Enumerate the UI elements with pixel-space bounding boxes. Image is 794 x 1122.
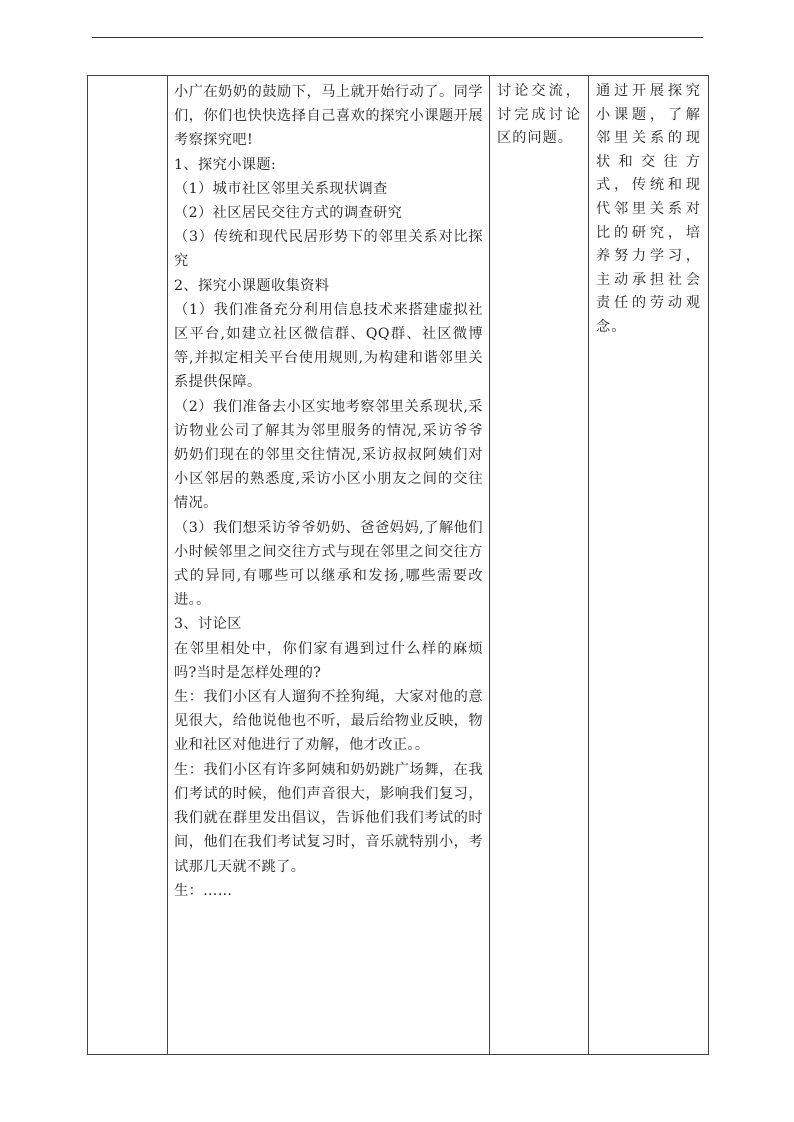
list-item: （2）我们准备去小区实地考察邻里关系现状,采访物业公司了解其为邻里服务的情况,采访爷爷奶奶们现在的邻里交往情况,采访叔叔阿姨们对小区邻居的熟悉度,采访小区小朋友之间的交往情况。 bbox=[174, 398, 483, 512]
list-item: （2）社区居民交往方式的调查研究 bbox=[174, 205, 403, 222]
section-heading: 2、探究小课题收集资料 bbox=[174, 277, 330, 294]
student-answer: 生：我们小区有许多阿姨和奶奶跳广场舞，在我们考试的时候，他们声音很大，影响我们复习，我们就在群里发出倡议，告诉他们我们考试的时间，他们在我们考试复习时，音乐就特别小，考试那几天就不跳了。 bbox=[174, 761, 483, 875]
header-rule bbox=[92, 37, 703, 38]
teaching-process-cell bbox=[168, 76, 490, 1055]
section-heading: 1、探究小课题: bbox=[174, 156, 277, 173]
teaching-process-content bbox=[168, 76, 489, 903]
list-item: （3）传统和现代民居形势下的邻里关系对比探究 bbox=[174, 229, 483, 270]
student-activity-text: 讨论交流，讨完成讨论区的问题。 bbox=[497, 83, 581, 147]
table-row bbox=[88, 76, 709, 1055]
design-intent-cell bbox=[589, 76, 709, 1055]
list-item: （1）我们准备充分利用信息技术来搭建虚拟社区平台,如建立社区微信群、QQ群、社区微博等,并拟定相关平台使用规则,为构建和谐邻里关系提供保障。 bbox=[174, 301, 483, 391]
list-item: （1）城市社区邻里关系现状调查 bbox=[174, 180, 388, 197]
section-heading: 3、讨论区 bbox=[174, 616, 242, 633]
section-label-cell bbox=[88, 76, 168, 1055]
lesson-plan-table bbox=[87, 75, 709, 1055]
student-answer: 生：我们小区有人遛狗不拴狗绳，大家对他的意见很大，给他说他也不听，最后给物业反映，物业和社区对他进行了劝解，他才改正。。 bbox=[174, 689, 483, 754]
main-paragraph: 小广在奶奶的鼓励下，马上就开始行动了。同学们，你们也快快选择自己喜欢的探究小课题开展考察探究吧! bbox=[174, 84, 483, 149]
student-activity-cell bbox=[490, 76, 589, 1055]
discussion-question: 在邻里相处中，你们家有遇到过什么样的麻烦吗?当时是怎样处理的? bbox=[174, 640, 483, 681]
design-intent-text: 通过开展探究小课题，了解邻里关系的现状和交往方式，传统和现代邻里关系对比的研究，培养努力学习，主动承担社会责任的劳动观念。 bbox=[596, 83, 701, 335]
list-item: （3）我们想采访爷爷奶奶、爸爸妈妈,了解他们小时候邻里之间交往方式与现在邻里之间交往方式的异同,有哪些可以继承和发扬,哪些需要改进。。 bbox=[174, 519, 483, 609]
student-answer: 生：…… bbox=[174, 882, 233, 899]
